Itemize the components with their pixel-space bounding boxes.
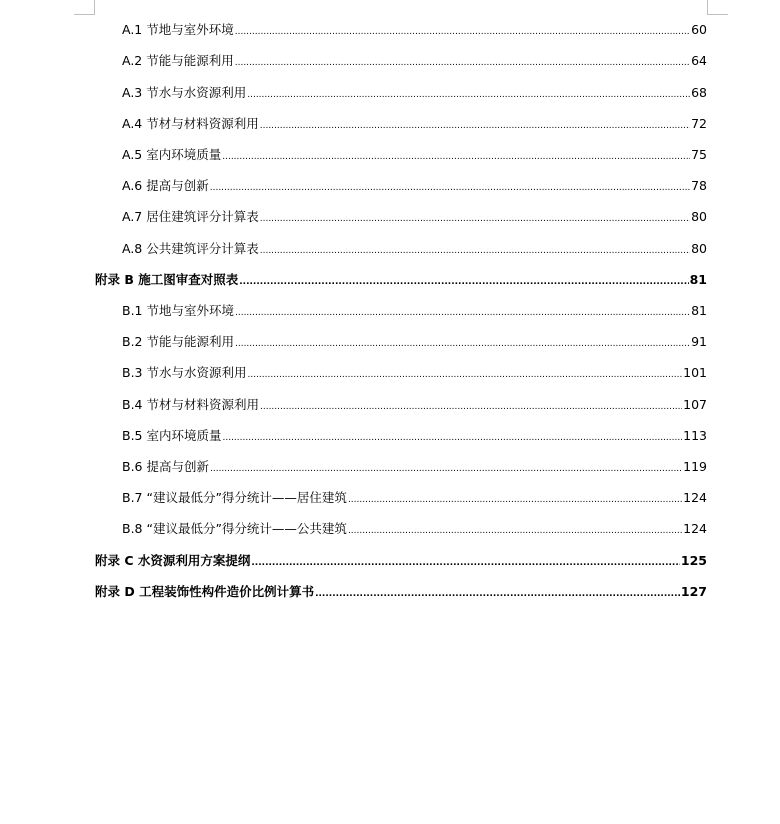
- toc-leader-dots: [235, 303, 690, 323]
- toc-page-number: 119: [683, 459, 707, 474]
- toc-entry-label: B.7 “建议最低分”得分统计——居住建筑: [122, 490, 347, 505]
- toc-leader-dots: [348, 521, 682, 541]
- toc-entry-a1[interactable]: [122, 20, 707, 40]
- toc-leader-dots: [235, 53, 690, 73]
- toc-page-number: 127: [680, 584, 707, 599]
- toc-page-number: 113: [683, 428, 707, 443]
- toc-leader-dots: [235, 22, 690, 42]
- toc-entry-label: B.1 节地与室外环境: [122, 303, 234, 318]
- toc-page-number: 81: [689, 272, 707, 287]
- toc-leader-dots: [235, 334, 690, 354]
- toc-entry-label: B.6 提高与创新: [122, 459, 209, 474]
- page-corner-mark-left: [74, 0, 95, 15]
- toc-entry-b6[interactable]: [122, 457, 707, 477]
- toc-entry-b8[interactable]: [122, 519, 707, 539]
- toc-entry-label: A.1 节地与室外环境: [122, 22, 234, 37]
- toc-entry-label: 附录 B 施工图审查对照表: [95, 272, 239, 287]
- toc-leader-dots: [247, 85, 690, 105]
- toc-entry-label: A.8 公共建筑评分计算表: [122, 241, 259, 256]
- toc-entry-appendix-c[interactable]: [95, 551, 707, 571]
- toc-leader-dots: [210, 178, 690, 198]
- toc-entry-a2[interactable]: [122, 51, 707, 71]
- toc-page-number: 80: [691, 209, 707, 224]
- toc-entry-a8[interactable]: [122, 239, 707, 259]
- toc-entry-a3[interactable]: [122, 83, 707, 103]
- toc-entry-label: A.2 节能与能源利用: [122, 53, 234, 68]
- toc-leader-dots: [247, 365, 682, 385]
- toc-leader-dots: [239, 272, 688, 292]
- toc-page-number: 64: [691, 53, 707, 68]
- toc-entry-b7[interactable]: [122, 488, 707, 508]
- toc-entry-label: B.5 室内环境质量: [122, 428, 222, 443]
- toc-page-number: 125: [680, 553, 707, 568]
- toc-entry-b1[interactable]: [122, 301, 707, 321]
- toc-leader-dots: [260, 397, 682, 417]
- toc-entry-label: 附录 D 工程装饰性构件造价比例计算书: [95, 584, 315, 599]
- toc-entry-label: A.4 节材与材料资源利用: [122, 116, 259, 131]
- toc-leader-dots: [222, 428, 682, 448]
- toc-entry-appendix-b[interactable]: [95, 270, 707, 290]
- toc-leader-dots: [260, 241, 690, 261]
- toc-entry-a7[interactable]: [122, 207, 707, 227]
- toc-entry-label: A.6 提高与创新: [122, 178, 209, 193]
- toc-page-number: 107: [683, 397, 707, 412]
- toc-entry-a4[interactable]: [122, 114, 707, 134]
- toc-page-number: 78: [691, 178, 707, 193]
- toc-entry-label: B.4 节材与材料资源利用: [122, 397, 259, 412]
- toc-page-number: 124: [683, 521, 707, 536]
- toc-page-number: 72: [691, 116, 707, 131]
- toc-entry-b2[interactable]: [122, 332, 707, 352]
- toc-entry-label: A.5 室内环境质量: [122, 147, 222, 162]
- toc-leader-dots: [251, 553, 680, 573]
- toc-entry-a6[interactable]: [122, 176, 707, 196]
- toc-entry-appendix-d[interactable]: [95, 582, 707, 602]
- toc-entry-b4[interactable]: [122, 395, 707, 415]
- toc-page-number: 75: [691, 147, 707, 162]
- toc-entry-a5[interactable]: [122, 145, 707, 165]
- toc-leader-dots: [210, 459, 682, 479]
- toc-entry-label: A.7 居住建筑评分计算表: [122, 209, 259, 224]
- toc-entry-b5[interactable]: [122, 426, 707, 446]
- toc-leader-dots: [348, 490, 682, 510]
- toc-page-number: 80: [691, 241, 707, 256]
- toc-entry-label: B.2 节能与能源利用: [122, 334, 234, 349]
- toc-leader-dots: [222, 147, 690, 167]
- toc-entry-b3[interactable]: [122, 363, 707, 383]
- toc-page-number: 68: [691, 85, 707, 100]
- toc-page-number: 81: [691, 303, 707, 318]
- toc-page-number: 124: [683, 490, 707, 505]
- toc-leader-dots: [260, 116, 690, 136]
- toc-entry-label: B.3 节水与水资源利用: [122, 365, 247, 380]
- toc-entry-label: A.3 节水与水资源利用: [122, 85, 247, 100]
- toc-page-number: 91: [691, 334, 707, 349]
- toc-entry-label: 附录 C 水资源利用方案提纲: [95, 553, 251, 568]
- toc-leader-dots: [315, 584, 680, 604]
- toc-page-number: 101: [683, 365, 707, 380]
- toc-leader-dots: [260, 209, 690, 229]
- toc-entry-label: B.8 “建议最低分”得分统计——公共建筑: [122, 521, 347, 536]
- toc-page-number: 60: [691, 22, 707, 37]
- page-corner-mark-right: [707, 0, 728, 15]
